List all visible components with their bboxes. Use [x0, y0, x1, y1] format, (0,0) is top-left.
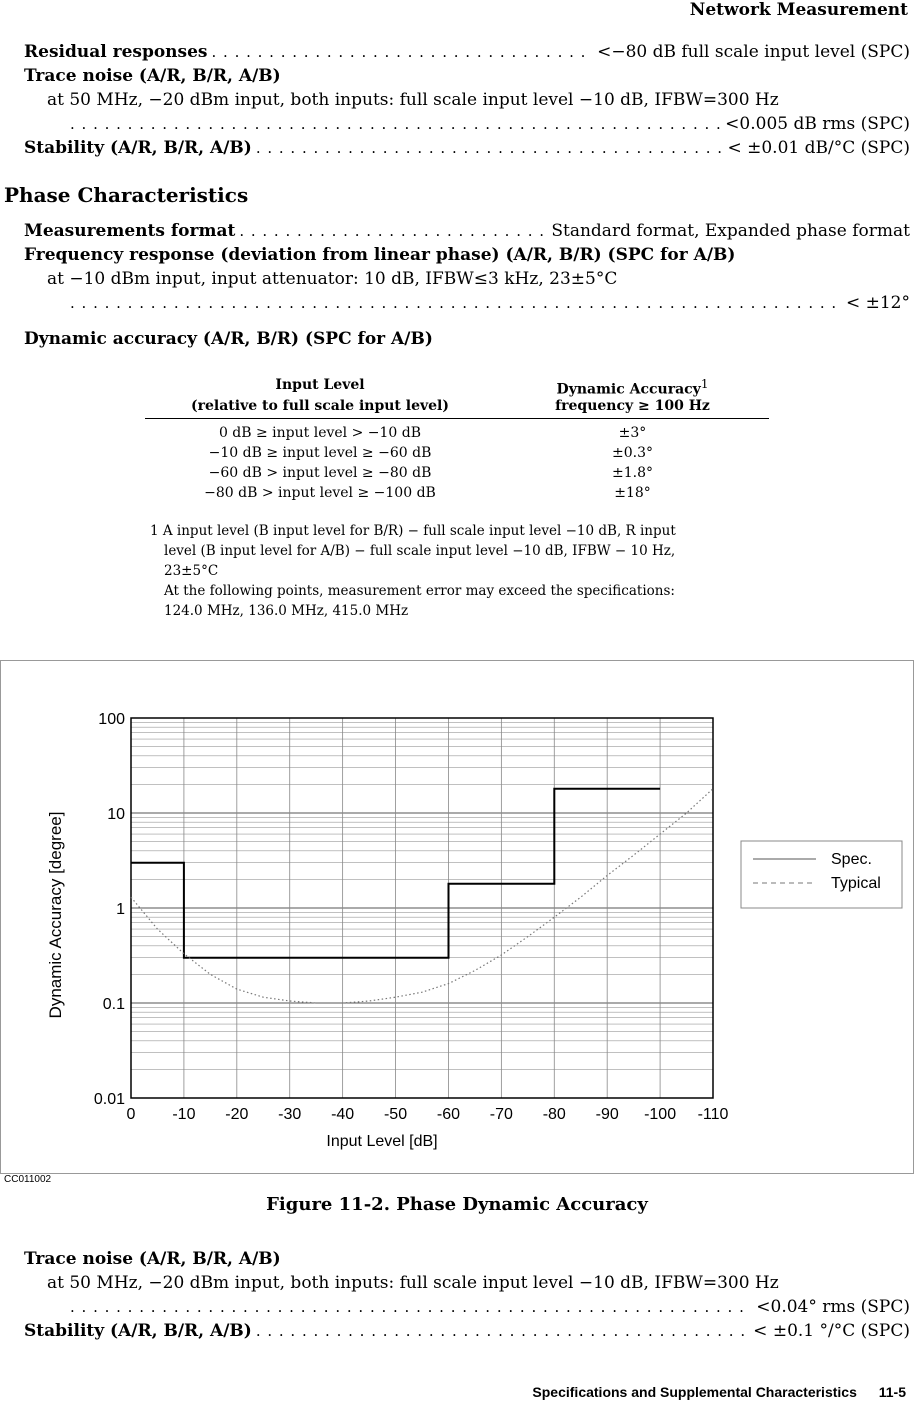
series-line-typical [131, 789, 713, 1003]
footnote-line: 1 A input level (B input level for B/R) − full scale input level −10 dB, R input [150, 523, 676, 539]
x-axis-label: Input Level [dB] [326, 1133, 438, 1150]
spec-value: <−80 dB full scale input level (SPC) [597, 42, 910, 62]
spec-frequency-response-condition: at −10 dBm input, input attenuator: 10 dB, IFBW≤3 kHz, 23±5°C [47, 269, 618, 289]
y-tick-label: 10 [107, 806, 125, 823]
spec-trace-noise-condition-2: at 50 MHz, −20 dBm input, both inputs: full scale input level −10 dB, IFBW=300 Hz [47, 1273, 779, 1293]
spec-value: < ±12° [845, 293, 910, 313]
x-tick-label: -60 [436, 1106, 461, 1123]
footnote-line: 23±5°C [164, 563, 219, 579]
spec-value: < ±0.01 dB/°C (SPC) [727, 138, 910, 158]
x-tick-label: 0 [126, 1106, 136, 1123]
y-tick-label: 1 [116, 901, 125, 918]
leader-dots [256, 139, 724, 157]
x-tick-label: -100 [644, 1106, 677, 1123]
footnote-line: level (B input level for A/B) − full scale input level −10 dB, IFBW − 10 Hz, [164, 543, 676, 559]
chart-container [0, 660, 914, 1174]
legend-label: Typical [831, 875, 881, 892]
spec-trace-noise-label-2: Trace noise (A/R, B/R, A/B) [24, 1249, 281, 1269]
table-divider [145, 418, 769, 419]
leader-dots [239, 222, 547, 240]
spec-stability [24, 138, 910, 158]
footnote-marker: 1 [700, 377, 709, 391]
y-tick-label: 0.1 [102, 996, 125, 1013]
spec-measurements-format [24, 221, 910, 241]
spec-value: < ±0.1 °/°C (SPC) [753, 1321, 910, 1341]
footnote-line: At the following points, measurement error may exceed the specifications: [164, 583, 675, 599]
x-tick-label: -10 [172, 1106, 196, 1123]
leader-dots [212, 43, 594, 61]
spec-label: Measurements format [24, 221, 236, 241]
x-tick-label: -90 [595, 1106, 619, 1123]
table-cell-accuracy: ±0.3° [612, 445, 653, 461]
dynamic-accuracy-chart [1, 661, 913, 1173]
spec-trace-noise-label: Trace noise (A/R, B/R, A/B) [24, 66, 281, 86]
leader-dots [70, 115, 721, 133]
table-cell-input-level: −10 dB ≥ input level ≥ −60 dB [208, 445, 432, 461]
leader-dots [256, 1322, 749, 1340]
table-col2-subheader: frequency ≥ 100 Hz [555, 398, 710, 414]
spec-label: Residual responses [24, 42, 208, 62]
footnote-line: 124.0 MHz, 136.0 MHz, 415.0 MHz [164, 603, 409, 619]
x-tick-label: -80 [542, 1106, 566, 1123]
spec-label: Stability (A/R, B/R, A/B) [24, 138, 252, 158]
figure-code: CC011002 [4, 1174, 52, 1185]
x-tick-label: -110 [697, 1106, 729, 1123]
table-cell-input-level: −80 dB > input level ≥ −100 dB [204, 485, 436, 501]
x-tick-label: -50 [383, 1106, 408, 1123]
spec-trace-noise-value-row-2 [70, 1297, 910, 1317]
spec-stability-2 [24, 1321, 910, 1341]
page-footer [532, 1384, 906, 1400]
section-title: Phase Characteristics [4, 183, 249, 207]
table-col1-subheader: (relative to full scale input level) [191, 398, 449, 414]
spec-trace-noise-condition: at 50 MHz, −20 dBm input, both inputs: full scale input level −10 dB, IFBW=300 Hz [47, 90, 779, 110]
table-cell-input-level: 0 dB ≥ input level > −10 dB [218, 425, 422, 441]
spec-label: Stability (A/R, B/R, A/B) [24, 1321, 252, 1341]
x-tick-label: -40 [331, 1106, 355, 1123]
spec-value: <0.04° rms (SPC) [756, 1297, 910, 1317]
spec-frequency-response-value-row [70, 293, 910, 313]
legend-label: Spec. [831, 851, 872, 868]
table-cell-input-level: −60 dB > input level ≥ −80 dB [208, 465, 432, 481]
spec-residual-responses [24, 42, 910, 62]
spec-value: Standard format, Expanded phase format [551, 221, 910, 241]
table-col1-header: Input Level [275, 377, 365, 393]
leader-dots [70, 294, 842, 312]
page-number: 11-5 [878, 1384, 906, 1400]
table-cell-accuracy: ±18° [614, 485, 651, 501]
x-tick-label: -70 [489, 1106, 513, 1123]
table-cell-accuracy: ±1.8° [612, 465, 653, 481]
spec-frequency-response-label: Frequency response (deviation from linear phase) (A/R, B/R) (SPC for A/B) [24, 245, 736, 265]
x-tick-label: -30 [278, 1106, 302, 1123]
spec-value: <0.005 dB rms (SPC) [725, 114, 910, 134]
y-tick-label: 0.01 [93, 1091, 125, 1108]
table-cell-accuracy: ±3° [618, 425, 647, 441]
x-tick-label: -20 [225, 1106, 249, 1123]
figure-caption: Figure 11-2. Phase Dynamic Accuracy [266, 1194, 648, 1215]
page-header: Network Measurement [689, 0, 908, 20]
footer-text: Specifications and Supplemental Characteristics [532, 1384, 857, 1400]
y-tick-label: 100 [98, 711, 125, 728]
dynamic-accuracy-title: Dynamic accuracy (A/R, B/R) (SPC for A/B) [24, 329, 433, 349]
spec-trace-noise-value-row [70, 114, 910, 134]
y-axis-label: Dynamic Accuracy [degree] [46, 811, 65, 1019]
table-col2-header-text: Dynamic Accuracy [556, 381, 701, 398]
leader-dots [70, 1298, 752, 1316]
table-col2-header [520, 377, 745, 398]
